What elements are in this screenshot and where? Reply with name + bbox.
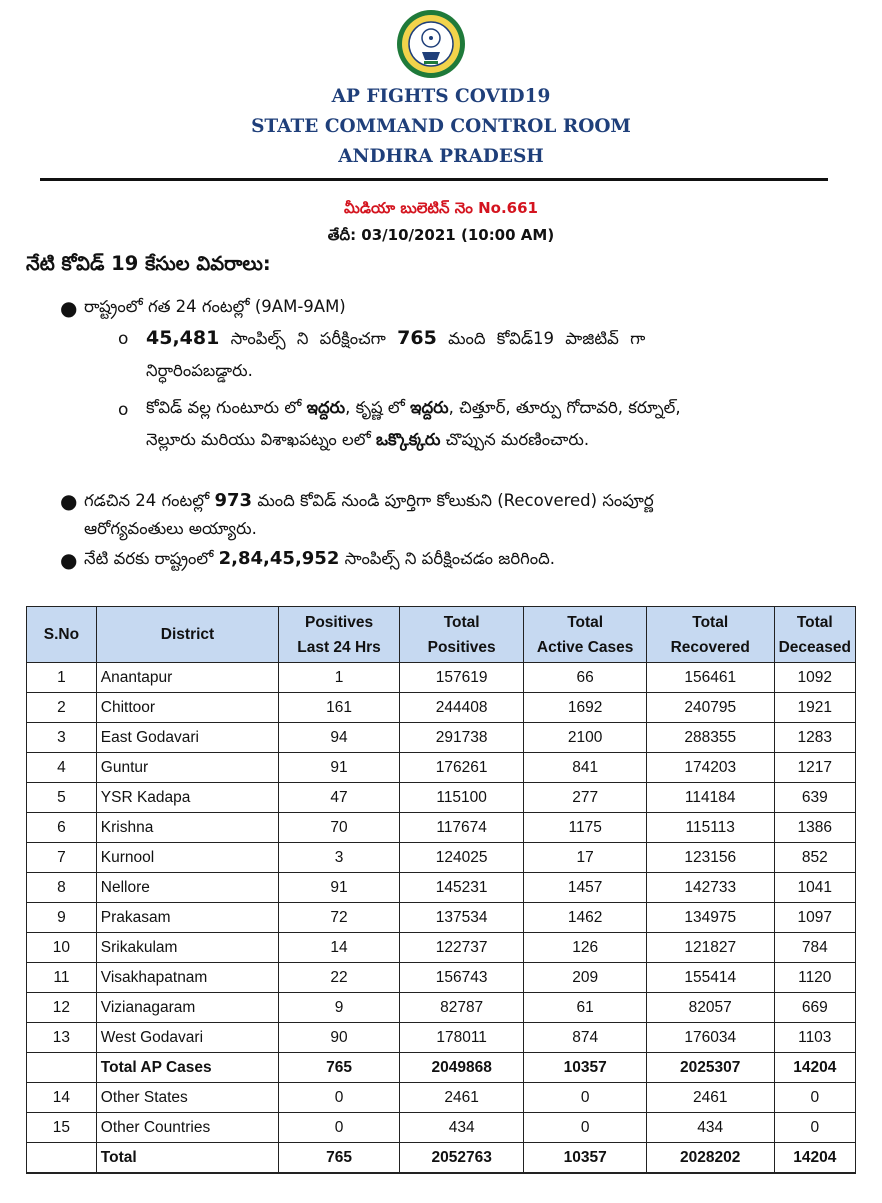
positives-24h: 765	[397, 327, 437, 349]
cell-recovered: 155414	[646, 963, 774, 993]
cell-sno: 12	[27, 993, 97, 1023]
table-row	[27, 753, 856, 783]
cell-recovered: 176034	[646, 1023, 774, 1053]
header-line-1: AP FIGHTS COVID19	[331, 86, 551, 107]
table-row	[27, 723, 856, 753]
cell-positives-24h: 94	[279, 723, 400, 753]
bulletin-title: మీడియా బులెటిన్ నెం No.661	[344, 199, 538, 217]
sub-bullet-2-text-h: చొప్పున మరణించారు.	[445, 430, 590, 449]
cell-recovered: 2461	[646, 1083, 774, 1113]
table-row	[27, 1023, 856, 1053]
col-header-recovered-line2: Recovered	[670, 638, 750, 656]
cell-positives-24h: 0	[279, 1083, 400, 1113]
cell-sno: 3	[27, 723, 97, 753]
header-line-2: STATE COMMAND CONTROL ROOM	[251, 116, 631, 137]
bullet-2-text-a: గడచిన 24 గంటల్లో	[84, 491, 210, 510]
cell-sno: 9	[27, 903, 97, 933]
bullet-1-text: రాష్ట్రంలో గత 24 గంటల్లో (9AM-9AM)	[84, 297, 346, 316]
col-header-deceased	[774, 607, 855, 663]
cell-positives-24h: 0	[279, 1113, 400, 1143]
table-row	[27, 873, 856, 903]
cell-active-cases: 10357	[524, 1143, 646, 1174]
cell-positives-24h: 70	[279, 813, 400, 843]
cell-sno: 14	[27, 1083, 97, 1113]
cell-active-cases: 1175	[524, 813, 646, 843]
cell-positives-24h: 3	[279, 843, 400, 873]
cell-total-positives: 2049868	[399, 1053, 524, 1083]
table-row	[27, 993, 856, 1023]
cumulative-samples: 2,84,45,952	[218, 548, 340, 569]
sub-bullet-2-text-c: , కృష్ణ లో	[345, 398, 405, 417]
cell-total-positives: 291738	[399, 723, 524, 753]
col-header-active-cases-line1: Total	[567, 613, 604, 631]
table-row	[27, 933, 856, 963]
sub-bullet-1-line-1	[146, 327, 645, 352]
table-row	[27, 783, 856, 813]
cell-total-positives: 124025	[399, 843, 524, 873]
cell-positives-24h: 47	[279, 783, 400, 813]
cell-deceased: 852	[774, 843, 855, 873]
cell-deceased: 14204	[774, 1053, 855, 1083]
cell-active-cases: 2100	[524, 723, 646, 753]
cell-district: Anantapur	[96, 663, 278, 693]
cell-district: YSR Kadapa	[96, 783, 278, 813]
cell-deceased: 669	[774, 993, 855, 1023]
col-header-active-cases	[524, 607, 646, 663]
cell-recovered: 288355	[646, 723, 774, 753]
sub-bullet-icon: o	[118, 329, 129, 349]
cell-total-positives: 157619	[399, 663, 524, 693]
bullet-3-text	[84, 548, 555, 572]
cell-active-cases: 1462	[524, 903, 646, 933]
sub-bullet-2-text-e: , చిత్తూర్, తూర్పు గోదావరి, కర్నూల్,	[448, 398, 681, 417]
sub-bullet-2-line-2	[146, 430, 589, 453]
col-header-recovered	[646, 607, 774, 663]
district-cases-table	[26, 606, 856, 1174]
table-row	[27, 963, 856, 993]
cell-sno: 8	[27, 873, 97, 903]
col-header-total-positives	[399, 607, 524, 663]
table-total-row	[27, 1143, 856, 1174]
cell-district: Prakasam	[96, 903, 278, 933]
cell-deceased: 784	[774, 933, 855, 963]
cell-total-positives: 178011	[399, 1023, 524, 1053]
cell-recovered: 434	[646, 1113, 774, 1143]
cell-district: Other States	[96, 1083, 278, 1113]
table-row	[27, 903, 856, 933]
col-header-deceased-line2: Deceased	[778, 638, 851, 656]
sub-bullet-2-text-a: కోవిడ్ వల్ల గుంటూరు లో	[146, 398, 302, 417]
cell-sno: 6	[27, 813, 97, 843]
bullet-2-text-c: మంది కోవిడ్ నుండి పూర్తిగా కోలుకుని (Recovered) సంపూర్ణ	[257, 491, 654, 510]
cell-recovered: 142733	[646, 873, 774, 903]
cell-sno: 4	[27, 753, 97, 783]
cell-district: Nellore	[96, 873, 278, 903]
table-row	[27, 1083, 856, 1113]
cell-deceased: 0	[774, 1113, 855, 1143]
sub-bullet-1-line-2: నిర్ధారింపబడ్డారు.	[146, 361, 253, 380]
table-row	[27, 843, 856, 873]
cell-active-cases: 66	[524, 663, 646, 693]
sub-bullet-1-text-d: మంది కోవిడ్19 పాజిటివ్ గా	[448, 329, 646, 348]
table-row	[27, 663, 856, 693]
table-row	[27, 693, 856, 723]
cell-sno: 1	[27, 663, 97, 693]
col-header-positives-24h-line1: Positives	[305, 613, 374, 631]
cell-total-positives: 434	[399, 1113, 524, 1143]
cell-positives-24h: 91	[279, 753, 400, 783]
col-header-recovered-line1: Total	[692, 613, 729, 631]
cell-total-positives: 115100	[399, 783, 524, 813]
cell-active-cases: 126	[524, 933, 646, 963]
cell-active-cases: 1692	[524, 693, 646, 723]
cell-district: Total AP Cases	[96, 1053, 278, 1083]
samples-tested-24h: 45,481	[146, 327, 220, 349]
cell-deceased: 1120	[774, 963, 855, 993]
cell-deceased: 1092	[774, 663, 855, 693]
cell-sno: 2	[27, 693, 97, 723]
col-header-positives-24h	[279, 607, 400, 663]
cell-sno: 7	[27, 843, 97, 873]
cell-positives-24h: 22	[279, 963, 400, 993]
cell-active-cases: 1457	[524, 873, 646, 903]
cell-active-cases: 0	[524, 1083, 646, 1113]
bullet-3-text-a: నేటి వరకు రాష్ట్రంలో	[84, 549, 214, 568]
cell-total-positives: 137534	[399, 903, 524, 933]
sub-bullet-icon: o	[118, 400, 129, 420]
col-header-total-positives-line2: Positives	[427, 638, 496, 656]
cell-positives-24h: 9	[279, 993, 400, 1023]
cell-district: Krishna	[96, 813, 278, 843]
cell-active-cases: 61	[524, 993, 646, 1023]
bullet-icon: ●	[60, 489, 78, 513]
bulletin-date	[0, 226, 882, 248]
cell-district: West Godavari	[96, 1023, 278, 1053]
bullet-icon: ●	[60, 296, 78, 320]
bullet-2-line-2: ఆరోగ్యవంతులు అయ్యారు.	[84, 519, 257, 538]
cell-total-positives: 122737	[399, 933, 524, 963]
section-title: నేటి కోవిడ్ 19 కేసుల వివరాలు:	[26, 252, 271, 275]
cell-recovered: 114184	[646, 783, 774, 813]
cell-active-cases: 277	[524, 783, 646, 813]
cell-deceased: 0	[774, 1083, 855, 1113]
col-header-positives-24h-line2: Last 24 Hrs	[297, 638, 381, 656]
bullet-2-line-1	[84, 490, 654, 514]
sub-bullet-1-text-b: సాంపిల్స్ ని పరీక్షించగా	[230, 329, 386, 348]
cell-total-positives: 176261	[399, 753, 524, 783]
cell-total-positives: 156743	[399, 963, 524, 993]
sub-bullet-2-text-b: ఇద్దరు	[306, 398, 346, 417]
cell-deceased: 1097	[774, 903, 855, 933]
cell-active-cases: 841	[524, 753, 646, 783]
col-header-deceased-line1: Total	[796, 613, 833, 631]
cell-deceased: 1386	[774, 813, 855, 843]
cell-district: Chittoor	[96, 693, 278, 723]
cell-recovered: 123156	[646, 843, 774, 873]
cell-recovered: 2028202	[646, 1143, 774, 1174]
cell-active-cases: 209	[524, 963, 646, 993]
cell-sno: 11	[27, 963, 97, 993]
cell-recovered: 156461	[646, 663, 774, 693]
cell-recovered: 240795	[646, 693, 774, 723]
cell-district: Guntur	[96, 753, 278, 783]
cell-recovered: 2025307	[646, 1053, 774, 1083]
cell-sno	[27, 1143, 97, 1174]
cell-deceased: 14204	[774, 1143, 855, 1174]
cell-positives-24h: 765	[279, 1143, 400, 1174]
cell-total-positives: 2052763	[399, 1143, 524, 1174]
bullet-3-text-c: సాంపిల్స్ ని పరీక్షించడం జరిగింది.	[344, 549, 556, 568]
cell-sno	[27, 1053, 97, 1083]
table-row	[27, 1113, 856, 1143]
cell-positives-24h: 765	[279, 1053, 400, 1083]
cell-deceased: 1041	[774, 873, 855, 903]
cell-active-cases: 17	[524, 843, 646, 873]
cell-deceased: 1921	[774, 693, 855, 723]
cell-active-cases: 874	[524, 1023, 646, 1053]
cell-positives-24h: 161	[279, 693, 400, 723]
col-header-total-positives-line1: Total	[443, 613, 480, 631]
table-row	[27, 813, 856, 843]
cell-active-cases: 0	[524, 1113, 646, 1143]
cell-positives-24h: 72	[279, 903, 400, 933]
sub-bullet-2-line-1	[146, 398, 681, 421]
cell-district: Other Countries	[96, 1113, 278, 1143]
cell-positives-24h: 90	[279, 1023, 400, 1053]
cell-deceased: 639	[774, 783, 855, 813]
header-divider	[40, 178, 828, 181]
cell-recovered: 134975	[646, 903, 774, 933]
cell-total-positives: 2461	[399, 1083, 524, 1113]
cell-positives-24h: 91	[279, 873, 400, 903]
date-label: తేదీ	[327, 226, 351, 244]
col-header-district: District	[96, 607, 278, 663]
cell-district: Srikakulam	[96, 933, 278, 963]
cell-sno: 13	[27, 1023, 97, 1053]
cell-district: Kurnool	[96, 843, 278, 873]
bullet-icon: ●	[60, 548, 78, 572]
cell-deceased: 1283	[774, 723, 855, 753]
cell-district: East Godavari	[96, 723, 278, 753]
cell-total-positives: 145231	[399, 873, 524, 903]
table-total-row	[27, 1053, 856, 1083]
cell-total-positives: 117674	[399, 813, 524, 843]
cell-deceased: 1103	[774, 1023, 855, 1053]
cell-district: Total	[96, 1143, 278, 1174]
table-header-row	[27, 607, 856, 663]
sub-bullet-2-text-g: ఒక్కొక్కరు	[375, 430, 441, 449]
date-value: : 03/10/2021 (10:00 AM)	[350, 226, 555, 244]
cell-positives-24h: 14	[279, 933, 400, 963]
sub-bullet-2-text-d: ఇద్దరు	[410, 398, 449, 417]
cell-active-cases: 10357	[524, 1053, 646, 1083]
header-line-3: ANDHRA PRADESH	[338, 146, 544, 167]
cell-deceased: 1217	[774, 753, 855, 783]
cell-recovered: 174203	[646, 753, 774, 783]
cell-district: Vizianagaram	[96, 993, 278, 1023]
cell-sno: 5	[27, 783, 97, 813]
cell-recovered: 121827	[646, 933, 774, 963]
cell-recovered: 82057	[646, 993, 774, 1023]
col-header-active-cases-line2: Active Cases	[536, 638, 634, 656]
cell-positives-24h: 1	[279, 663, 400, 693]
recovered-24h: 973	[214, 490, 253, 511]
cell-district: Visakhapatnam	[96, 963, 278, 993]
cell-sno: 10	[27, 933, 97, 963]
cell-total-positives: 82787	[399, 993, 524, 1023]
cell-recovered: 115113	[646, 813, 774, 843]
sub-bullet-2-text-f: నెల్లూరు మరియు విశాఖపట్నం లలో	[146, 430, 371, 449]
ap-government-emblem-icon	[395, 8, 467, 80]
cell-total-positives: 244408	[399, 693, 524, 723]
col-header-sno: S.No	[27, 607, 97, 663]
cell-sno: 15	[27, 1113, 97, 1143]
